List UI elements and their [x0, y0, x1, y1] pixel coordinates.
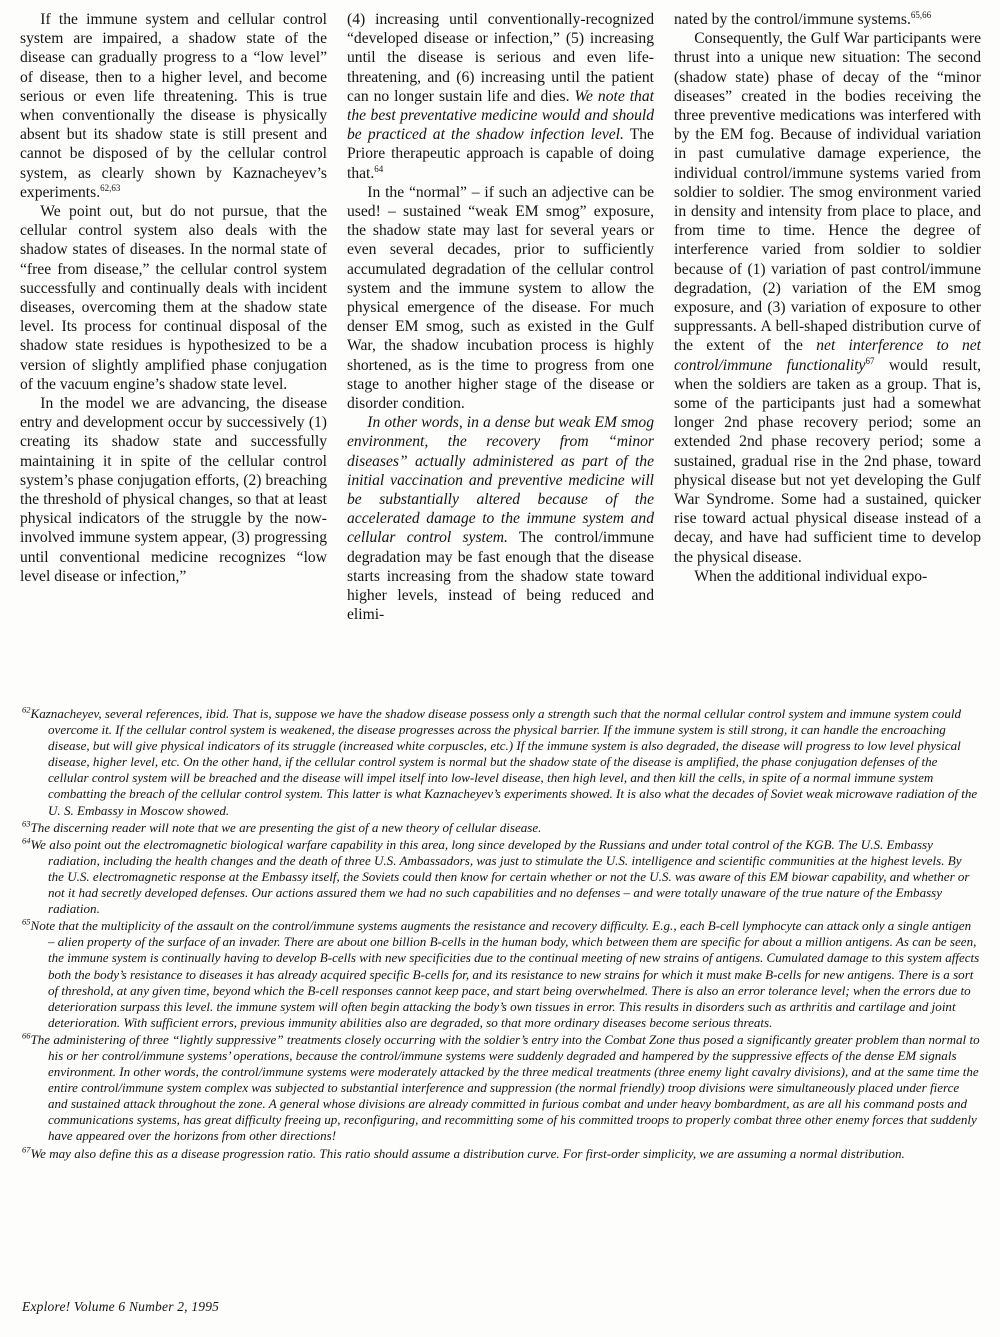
footnote [22, 837, 980, 917]
footnote-number: 65 [22, 916, 31, 927]
text-run: In the “normal” – if such an adjective can be used! – sustained “weak EM smog” exposure, the shadow state may last for several years or even several decades, prior to sufficiently accumulated degradation of the cellular control system and the immune system to allow the physical emergence of the disease. For much denser EM smog, such as existed in the Gulf War, the shadow incubation process is highly shortened, as is the time to progress from one stage to another higher stage of the disease or disorder condition. [347, 183, 654, 413]
body-paragraph [674, 29, 981, 567]
footnote-ref: 62,63 [100, 182, 121, 193]
body-columns [20, 10, 982, 625]
italic-run: We note that the best preventative medicine would and should be practiced at the shadow infection level. [347, 87, 654, 144]
column-3 [674, 10, 981, 625]
footnote-number: 63 [22, 818, 31, 829]
footnote-text: We also point out the electromagnetic biological warfare capability in this area, long since developed by the Russians and under total control of the KGB. The U.S. Embassy radiation, including the health changes and the death of three U.S. Ambassadors, was just to stimulate the U.S. intelligence and scientific communities at the highest levels. By the U.S. electromagnetic response at the Embassy itself, the Soviets could then know for certain whether or not the U.S. was aware of this EM biowar capability, and whether or not it had secretly developed defenses. Our actions assured them we had no such capabilities and no defenses – and were totally unaware of the true nature of the Embassy radiation. [30, 836, 970, 917]
footnote [22, 706, 980, 819]
body-paragraph [20, 394, 327, 586]
footnote [22, 820, 980, 836]
text-run: nated by the control/immune systems. [674, 11, 911, 28]
text-run: If the immune system and cellular control system are impaired, a shadow state of the disease can gradually progress to a “low level” of disease, then to a higher level, and become serious or even life threatening. This is true when conventionally the disease is physically absent but its shadow state is still present and cannot be disposed of by the cellular control system, as clearly shown by Kaznacheyev’s experiments. [20, 11, 327, 201]
footnote-number: 62 [22, 704, 31, 715]
body-paragraph [674, 567, 981, 586]
footnote-text: Note that the multiplicity of the assault on the control/immune systems augments the resistance and recovery difficulty. E.g., each B-cell lymphocyte can attack only a single antigen – alien property of the surface of an invader. There are about one billion B-cells in the human body, which between them are specific for about a million antigens. As can be seen, the immune system is continually having to develop B-cells with new specificities due to the continual meeting of new strains of antigens. Cumulated damage to this system affects both the body’s resistance to diseases it has already acquired specific B-cells for, and its resistance to new strains for which it must make B-cells for new antigens. There is a sort of threshold, at any given time, beyond which the B-cell responses cannot keep pace, and start being overwhelmed. There is also an error tolerance level; when the errors due to deterioration surpass this level. the immune system will often begin attacking the body’s own tissues in error. This results in disorders such as arthritis and cartilage and joint deterioration. With sufficient errors, previous immunity abilities also are degraded, so that more ordinary diseases become serious threats. [30, 918, 980, 1030]
footnote-text: We may also define this as a disease progression ratio. This ratio should assume a distribution curve. For first-order simplicity, we are assuming a normal distribution. [30, 1145, 905, 1161]
footnote-number: 64 [22, 835, 31, 846]
italic-run: net interference to net control/immune functionality [674, 337, 981, 374]
text-run: The Priore therapeutic approach is capable of doing that. [347, 126, 654, 182]
column-2 [347, 10, 654, 625]
text-run: Consequently, the Gulf War participants were thrust into a unique new situation: The second (shadow state) phase of decay of the “minor diseases” created in the bodies receiving the three preventive medications was interfered with by the EM fog. Because of individual variation in past cumulative damage experience, the individual control/immune systems varied from soldier to soldier. The smog environment varied in density and intensity from place to place, and from time to time. Hence the degree of interference varied from soldier to soldier because of (1) variation of past control/immune degradation, (2) variation of the EM smog exposure, and (3) variation of exposure to other suppressants. A bell-shaped distribution curve of the extent of the [674, 30, 981, 355]
text-run: We point out, but do not pursue, that the cellular control system also deals with the shadow states of diseases. In the normal state of “free from disease,” the cellular control system successfully and continually deals with incident diseases, overcoming them at the shadow state level. Its process for continual disposal of the shadow state residues is hypothesized to be a version of slightly amplified phase conjugation of the vacuum engine’s shadow state level. [20, 203, 327, 393]
text-run: (4) increasing until conventionally-recognized “developed disease or infection,” (5) increasing until the disease is serious and even life-threatening, and (6) increasing until the patient can no longer sustain life and dies. [347, 11, 654, 105]
footnote-text: Kaznacheyev, several references, ibid. That is, suppose we have the shadow disease possess only a strength such that the normal cellular control system and immune system could overcome it. If the cellular control system is weakened, the disease progresses across the physical barrier. If the immune system is still strong, it can handle the encroaching disease, but will give physical indicators of its struggle (increased white corpuscles, etc.) If the immune system is also degraded, the disease will progress to low level physical disease, higher level, etc. On the other hand, if the cellular control system is normal but the shadow state of the disease is amplified, the phase conjugation defenses of the cellular control system will be breached and the disease will impel itself into low-level disease, then high level, and then kill the cells, in spite of a normal immune system combatting the breach of the cellular control system. This latter is what Kaznacheyev’s experiments showed. It is also what the decades of Soviet weak microwave radiation of the U. S. Embassy in Moscow showed. [30, 706, 978, 818]
footnote [22, 1146, 980, 1162]
body-paragraph [347, 10, 654, 183]
footnote-number: 67 [22, 1144, 31, 1155]
footnote [22, 1032, 980, 1145]
page-footer: Explore! Volume 6 Number 2, 1995 [22, 1299, 220, 1314]
body-paragraph [20, 10, 327, 202]
footnote-text: The administering of three “lightly suppressive” treatments closely occurring with the soldier’s entry into the Combat Zone thus posed a significantly greater problem than normal to his or her control/immune systems’ operations, because the control/immune systems were suddenly degraded and hampered by the suppressive effects of the dense EM signals environment. In other words, the control/immune systems were moderately attacked by the three medical treatments (three enemy light cavalry divisions), and at the same time the entire control/immune system complex was subjected to substantial interference and suppression (the normal friendly) troop divisions were simultaneously placed under fierce and sustained attack throughout the zone. A general whose divisions are already committed in furious combat and under heavy bombardment, as are all his command posts and communications systems, has great difficulty freeing up, reconfiguring, and recommitting some of his committed troops to properly combat three other enemy forces that suddenly have appeared over the horizons from other directions! [30, 1031, 980, 1144]
footnotes-section [22, 706, 980, 1163]
text-run: The control/immune degradation may be fast enough that the disease starts increasing from the shadow state toward higher levels, instead of being reduced and elimi- [347, 529, 654, 624]
footnote [22, 918, 980, 1031]
body-paragraph [20, 202, 327, 394]
footnote-ref: 65,66 [910, 9, 932, 20]
footnote-ref: 67 [865, 355, 875, 366]
footnote-text: The discerning reader will note that we are presenting the gist of a new theory of cellular disease. [30, 819, 542, 835]
text-run: When the additional individual expo- [694, 567, 928, 585]
text-run: In the model we are advancing, the disease entry and development occur by successively (1) creating its shadow state and successfully maintaining it in spite of the cellular control system’s phase conjugation efforts, (2) breaching the threshold of physical changes, so that at least physical indicators of the struggle by the now-involved immune system appear, (3) progressing until conventional medicine recognizes “low level disease or infection,” [20, 395, 327, 585]
footnote-number: 66 [22, 1030, 31, 1041]
text-run: would result, when the soldiers are taken as a group. That is, some of the participants just had a somewhat longer 2nd phase recovery period; some an extended 2nd phase recovery period; some a sustained, gradual rise in the 2nd phase, toward physical disease but not yet developing the Gulf War Syndrome. Some had a sustained, quicker rise toward actual physical disease instead of a decay, and have had sufficient time to develop the physical disease. [674, 356, 981, 566]
body-paragraph [347, 413, 654, 624]
footnote-ref: 64 [374, 163, 384, 174]
body-paragraph [674, 10, 981, 29]
column-1 [20, 10, 327, 625]
body-paragraph [347, 183, 654, 413]
italic-run: In other words, in a dense but weak EM smog environment, the recovery from “minor diseases” actually administered as part of the initial vaccination and preventive medicine will be substantially altered because of the accelerated damage to the immune system and cellular control system. [347, 414, 654, 547]
